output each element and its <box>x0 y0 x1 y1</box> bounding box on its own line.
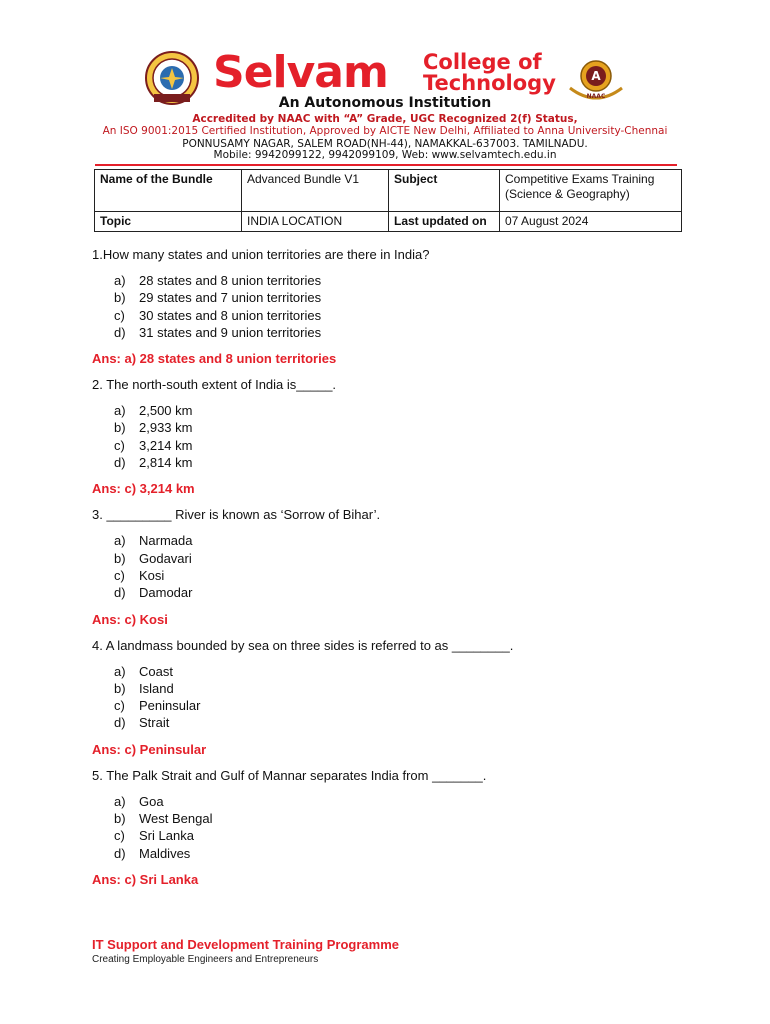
option-text: 31 states and 9 union territories <box>139 324 322 340</box>
question-list <box>92 246 692 897</box>
option-letter: b) <box>114 420 126 436</box>
option-text: Coast <box>139 663 173 679</box>
option-item <box>114 845 692 862</box>
question-block <box>92 506 692 628</box>
option-letter: a) <box>114 663 126 679</box>
letterhead <box>0 0 770 168</box>
option-item <box>114 437 692 454</box>
header-divider <box>95 164 677 166</box>
option-item <box>114 810 692 827</box>
brand-sub <box>423 52 556 94</box>
institution-subtitle: An Autonomous Institution <box>278 95 492 111</box>
answer-text: Ans: c) Kosi <box>92 611 168 627</box>
naac-grade: A <box>591 69 601 83</box>
accreditation-line: Accredited by NAAC with “A” Grade, UGC Recognized 2(f) Status, <box>192 113 578 125</box>
certification-line: An ISO 9001:2015 Certified Institution, Approved by AICTE New Delhi, Affiliated to Anna University-Chennai <box>102 125 668 137</box>
updated-value: 07 August 2024 <box>500 212 682 232</box>
question-text: 4. A landmass bounded by sea on three sides is referred to as ________. <box>92 637 514 653</box>
brand-line-2: Technology <box>423 71 556 95</box>
option-letter: c) <box>114 437 125 453</box>
bundle-label: Name of the Bundle <box>95 170 242 212</box>
question-text: 1.How many states and union territories are there in India? <box>92 247 430 262</box>
topic-value: INDIA LOCATION <box>242 212 389 232</box>
option-item <box>114 663 692 680</box>
updated-label: Last updated on <box>389 212 500 232</box>
option-letter: d) <box>114 455 126 471</box>
answer-text: Ans: c) Sri Lanka <box>92 871 199 887</box>
option-item <box>114 272 692 289</box>
option-letter: b) <box>114 680 126 696</box>
option-letter: a) <box>114 793 126 809</box>
option-letter: b) <box>114 811 126 827</box>
brand-main: Selvam <box>213 47 388 98</box>
option-item <box>114 584 692 601</box>
option-letter: d) <box>114 845 126 861</box>
question-text: 2. The north-south extent of India is_____. <box>92 377 337 393</box>
option-text: Narmada <box>139 533 193 549</box>
option-item <box>114 550 692 567</box>
question-text: 3. _________ River is known as ‘Sorrow of Bihar’. <box>92 507 381 523</box>
question-block <box>92 767 692 889</box>
option-text: 3,214 km <box>139 437 193 453</box>
answer-text: Ans: c) Peninsular <box>92 741 207 757</box>
option-item <box>114 307 692 324</box>
option-letter: d) <box>114 715 126 731</box>
option-item <box>114 697 692 714</box>
brand-line-1: College of <box>423 50 542 74</box>
answer-text: Ans: c) 3,214 km <box>92 481 195 497</box>
question-block <box>92 376 692 498</box>
option-text: Kosi <box>139 567 165 583</box>
option-letter: c) <box>114 698 125 714</box>
option-text: Damodar <box>139 585 193 601</box>
option-letter: c) <box>114 567 125 583</box>
question-block <box>92 637 692 759</box>
option-text: 2,933 km <box>139 420 193 436</box>
option-item <box>114 827 692 844</box>
option-item <box>114 532 692 549</box>
option-text: Peninsular <box>139 698 201 714</box>
options-list <box>92 272 692 341</box>
option-item <box>114 289 692 306</box>
option-letter: c) <box>114 307 125 323</box>
options-list <box>92 402 692 471</box>
option-text: 2,814 km <box>139 455 193 471</box>
footer-title: IT Support and Development Training Programme <box>92 937 399 952</box>
address-line: PONNUSAMY NAGAR, SALEM ROAD(NH-44), NAMAKKAL-637003. TAMILNADU. <box>182 138 588 150</box>
option-item <box>114 793 692 810</box>
option-item <box>114 324 692 341</box>
option-letter: b) <box>114 290 126 306</box>
option-text: Sri Lanka <box>139 828 194 844</box>
option-letter: a) <box>114 533 126 549</box>
options-list <box>92 532 692 601</box>
footer-subtitle: Creating Employable Engineers and Entrepreneurs <box>92 954 319 965</box>
option-text: Godavari <box>139 550 192 566</box>
question-text: 5. The Palk Strait and Gulf of Mannar separates India from _______. <box>92 767 487 783</box>
option-text: Strait <box>139 715 170 731</box>
topic-label: Topic <box>95 212 242 232</box>
option-text: 2,500 km <box>139 403 193 419</box>
option-text: Goa <box>139 793 164 809</box>
option-letter: a) <box>114 403 126 419</box>
option-text: Maldives <box>139 845 191 861</box>
question-block <box>92 246 692 368</box>
option-text: West Bengal <box>139 811 213 827</box>
contact-line: Mobile: 9942099122, 9942099109, Web: www.selvamtech.edu.in <box>213 149 557 161</box>
options-list <box>92 663 692 732</box>
bundle-value: Advanced Bundle V1 <box>242 170 389 212</box>
option-item <box>114 419 692 436</box>
option-item <box>114 680 692 697</box>
option-text: Island <box>139 680 174 696</box>
option-item <box>114 567 692 584</box>
option-letter: d) <box>114 585 126 601</box>
option-letter: a) <box>114 273 126 288</box>
option-letter: c) <box>114 828 125 844</box>
answer-text: Ans: a) 28 states and 8 union territories <box>92 351 337 367</box>
naac-label: NAAC <box>586 93 606 100</box>
option-text: 28 states and 8 union territories <box>139 273 322 288</box>
option-letter: b) <box>114 550 126 566</box>
table-row <box>95 170 682 212</box>
option-item <box>114 714 692 731</box>
subject-value: Competitive Exams Training (Science & Geography) <box>500 170 682 212</box>
option-item <box>114 402 692 419</box>
options-list <box>92 793 692 862</box>
table-row <box>95 212 682 232</box>
option-item <box>114 454 692 471</box>
subject-label: Subject <box>389 170 500 212</box>
option-text: 29 states and 7 union territories <box>139 290 322 306</box>
option-letter: d) <box>114 324 126 340</box>
bundle-info-table <box>94 169 682 232</box>
option-text: 30 states and 8 union territories <box>139 307 322 323</box>
